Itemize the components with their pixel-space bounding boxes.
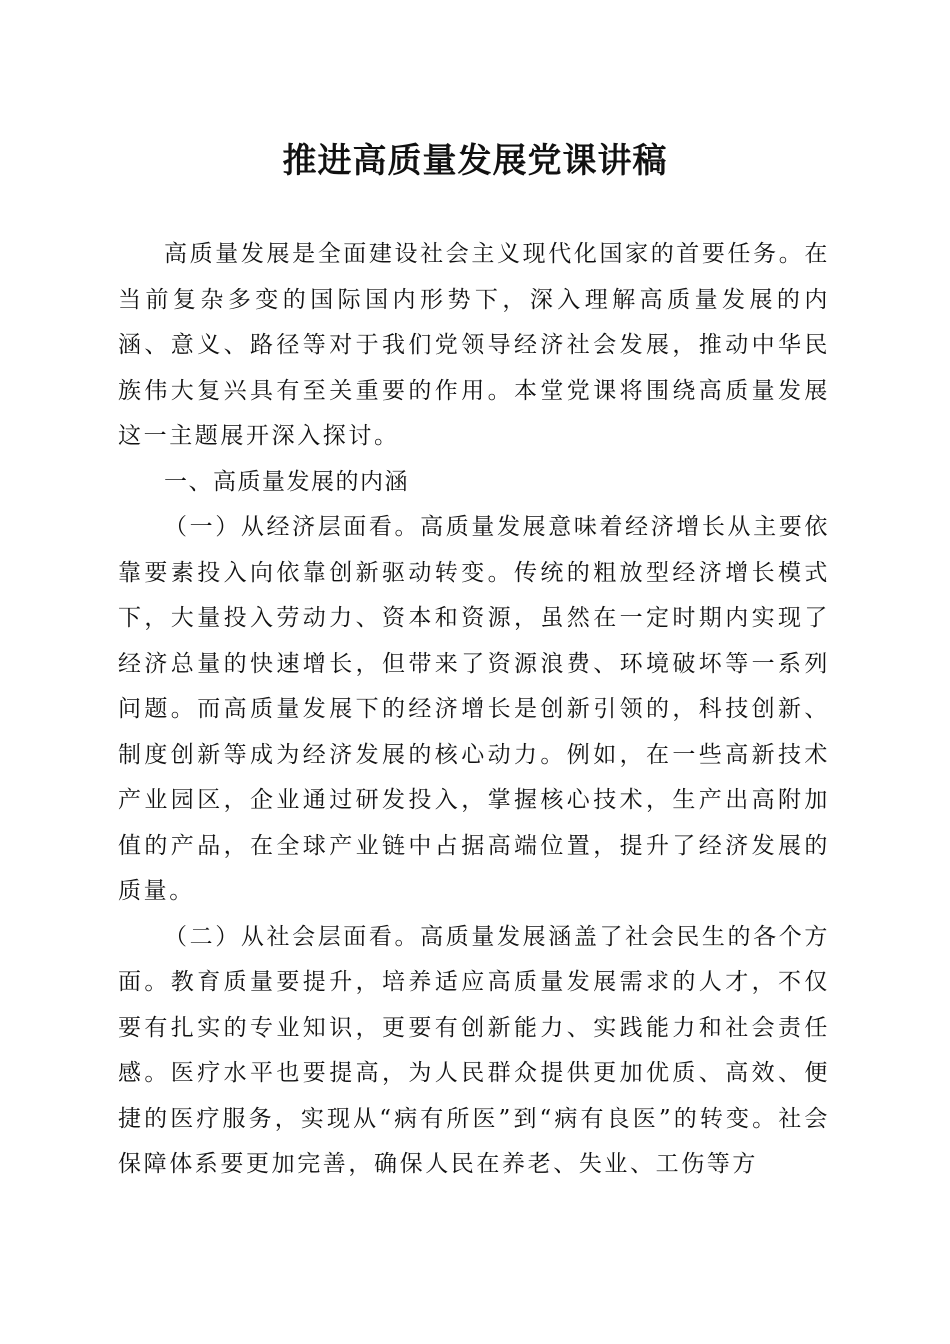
economic-paragraph: （一）从经济层面看。高质量发展意味着经济增长从主要依靠要素投入向依靠创新驱动转变。传统的粗放型经济增长模式下，大量投入劳动力、资本和资源，虽然在一定时期内实现了经济总量的快速增长，但带来了资源浪费、环境破坏等一系列问题。而高质量发展下的经济增长是创新引领的，科技创新、制度创新等成为经济发展的核心动力。例如，在一些高新技术产业园区，企业通过研发投入，掌握核心技术，生产出高附加值的产品，在全球产业链中占据高端位置，提升了经济发展的质量。 [118,514,830,904]
social-paragraph: （二）从社会层面看。高质量发展涵盖了社会民生的各个方面。教育质量要提升，培养适应高质量发展需求的人才，不仅要有扎实的专业知识，更要有创新能力、实践能力和社会责任感。医疗水平也要提高，为人民群众提供更加优质、高效、便捷的医疗服务，实现从“病有所医”到“病有良医”的转变。社会保障体系要更加完善，确保人民在养老、失业、工伤等方 [118,923,830,1177]
intro-paragraph: 高质量发展是全面建设社会主义现代化国家的首要任务。在当前复杂多变的国际国内形势下，深入理解高质量发展的内涵、意义、路径等对于我们党领导经济社会发展，推动中华民族伟大复兴具有至关重要的作用。本堂党课将围绕高质量发展这一主题展开深入探讨。 [118,241,830,449]
section-heading: 一、高质量发展的内涵 [164,468,409,495]
document-body [118,232,830,1188]
document-title: 推进高质量发展党课讲稿 [282,141,668,181]
